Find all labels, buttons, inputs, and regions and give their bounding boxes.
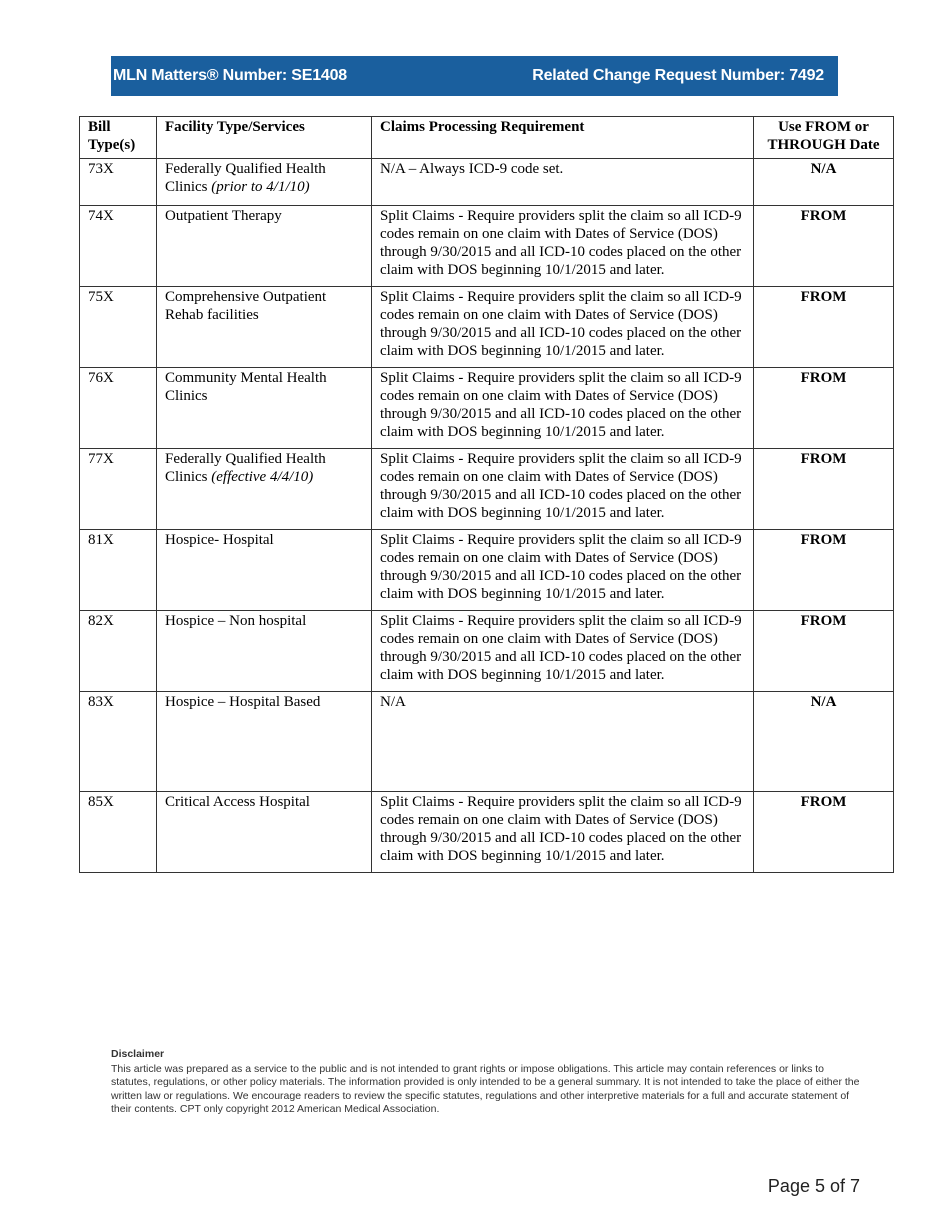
mln-matters-number: MLN Matters® Number: SE1408 <box>113 67 348 84</box>
cell-use-date: N/A <box>754 692 894 792</box>
cell-bill-type: 74X <box>80 206 157 287</box>
cell-facility-type <box>157 530 372 611</box>
facility-name: Critical Access Hospital <box>165 794 310 810</box>
cell-claims-requirement: Split Claims - Require providers split the claim so all ICD-9 codes remain on one claim with Dates of Service (DOS) through 9/30/2015 and all ICD-10 codes placed on the other claim with DOS beginning 10/1/2015 and later. <box>372 287 754 368</box>
column-header-claims-requirement: Claims Processing Requirement <box>372 117 754 159</box>
cell-facility-type <box>157 159 372 206</box>
cell-bill-type: 85X <box>80 792 157 873</box>
cell-claims-requirement: Split Claims - Require providers split the claim so all ICD-9 codes remain on one claim with Dates of Service (DOS) through 9/30/2015 and all ICD-10 codes placed on the other claim with DOS beginning 10/1/2015 and later. <box>372 530 754 611</box>
column-header-facility-type: Facility Type/Services <box>157 117 372 159</box>
facility-date-note: (prior to 4/1/10) <box>211 179 310 195</box>
facility-name: Hospice – Non hospital <box>165 613 307 629</box>
cell-bill-type: 75X <box>80 287 157 368</box>
table-row <box>80 449 894 530</box>
disclaimer-section <box>111 1048 863 1117</box>
table-row <box>80 692 894 792</box>
disclaimer-body: This article was prepared as a service to the public and is not intended to grant rights or impose obligations. This article may contain references or links to statutes, regulations, or other policy materials. The information provided is only intended to be a general summary. It is not intended to take the place of either the written law or regulations. We encourage readers to review the specific statutes, regulations and other interpretive materials for a full and accurate statement of their contents. CPT only copyright 2012 American Medical Association. <box>111 1062 860 1115</box>
cell-use-date: FROM <box>754 792 894 873</box>
cell-claims-requirement: Split Claims - Require providers split the claim so all ICD-9 codes remain on one claim with Dates of Service (DOS) through 9/30/2015 and all ICD-10 codes placed on the other claim with DOS beginning 10/1/2015 and later. <box>372 792 754 873</box>
cell-use-date: FROM <box>754 611 894 692</box>
cell-bill-type: 83X <box>80 692 157 792</box>
cell-facility-type <box>157 449 372 530</box>
related-change-request-number: Related Change Request Number: 7492 <box>532 67 824 84</box>
cell-facility-type <box>157 692 372 792</box>
document-header-bar <box>111 56 838 96</box>
cell-use-date: FROM <box>754 287 894 368</box>
table-row <box>80 159 894 206</box>
table-row <box>80 530 894 611</box>
claims-processing-table <box>79 116 894 873</box>
facility-name: Community Mental Health Clinics <box>165 370 327 404</box>
facility-name: Outpatient Therapy <box>165 208 282 224</box>
cell-claims-requirement: Split Claims - Require providers split the claim so all ICD-9 codes remain on one claim with Dates of Service (DOS) through 9/30/2015 and all ICD-10 codes placed on the other claim with DOS beginning 10/1/2015 and later. <box>372 368 754 449</box>
facility-name: Hospice- Hospital <box>165 532 274 548</box>
facility-name: Hospice – Hospital Based <box>165 694 321 710</box>
cell-bill-type: 77X <box>80 449 157 530</box>
cell-facility-type <box>157 368 372 449</box>
cell-claims-requirement: N/A – Always ICD-9 code set. <box>372 159 754 206</box>
cell-bill-type: 81X <box>80 530 157 611</box>
cell-facility-type <box>157 611 372 692</box>
cell-bill-type: 73X <box>80 159 157 206</box>
cell-bill-type: 82X <box>80 611 157 692</box>
facility-name: Federally Qualified Health Clinics <box>165 161 326 195</box>
facility-date-note: (effective 4/4/10) <box>211 469 314 485</box>
column-header-bill-type: Bill Type(s) <box>80 117 157 159</box>
cell-use-date: FROM <box>754 206 894 287</box>
cell-use-date: FROM <box>754 368 894 449</box>
cell-claims-requirement: Split Claims - Require providers split the claim so all ICD-9 codes remain on one claim with Dates of Service (DOS) through 9/30/2015 and all ICD-10 codes placed on the other claim with DOS beginning 10/1/2015 and later. <box>372 449 754 530</box>
table-row <box>80 611 894 692</box>
table-row <box>80 287 894 368</box>
cell-use-date: FROM <box>754 449 894 530</box>
cell-bill-type: 76X <box>80 368 157 449</box>
cell-claims-requirement: Split Claims - Require providers split the claim so all ICD-9 codes remain on one claim with Dates of Service (DOS) through 9/30/2015 and all ICD-10 codes placed on the other claim with DOS beginning 10/1/2015 and later. <box>372 611 754 692</box>
page-number: Page 5 of 7 <box>767 1176 860 1196</box>
table-body <box>80 159 894 873</box>
cell-claims-requirement: Split Claims - Require providers split the claim so all ICD-9 codes remain on one claim with Dates of Service (DOS) through 9/30/2015 and all ICD-10 codes placed on the other claim with DOS beginning 10/1/2015 and later. <box>372 206 754 287</box>
table-row <box>80 206 894 287</box>
table-header-row <box>80 117 894 159</box>
cell-facility-type <box>157 287 372 368</box>
cell-use-date: FROM <box>754 530 894 611</box>
cell-facility-type <box>157 792 372 873</box>
table-row <box>80 792 894 873</box>
cell-claims-requirement: N/A <box>372 692 754 792</box>
cell-use-date: N/A <box>754 159 894 206</box>
cell-facility-type <box>157 206 372 287</box>
column-header-use-date: Use FROM or THROUGH Date <box>754 117 894 159</box>
facility-name: Federally Qualified Health Clinics <box>165 451 326 485</box>
disclaimer-title: Disclaimer <box>111 1048 165 1060</box>
table-row <box>80 368 894 449</box>
facility-name: Comprehensive Outpatient Rehab facilities <box>165 289 327 323</box>
